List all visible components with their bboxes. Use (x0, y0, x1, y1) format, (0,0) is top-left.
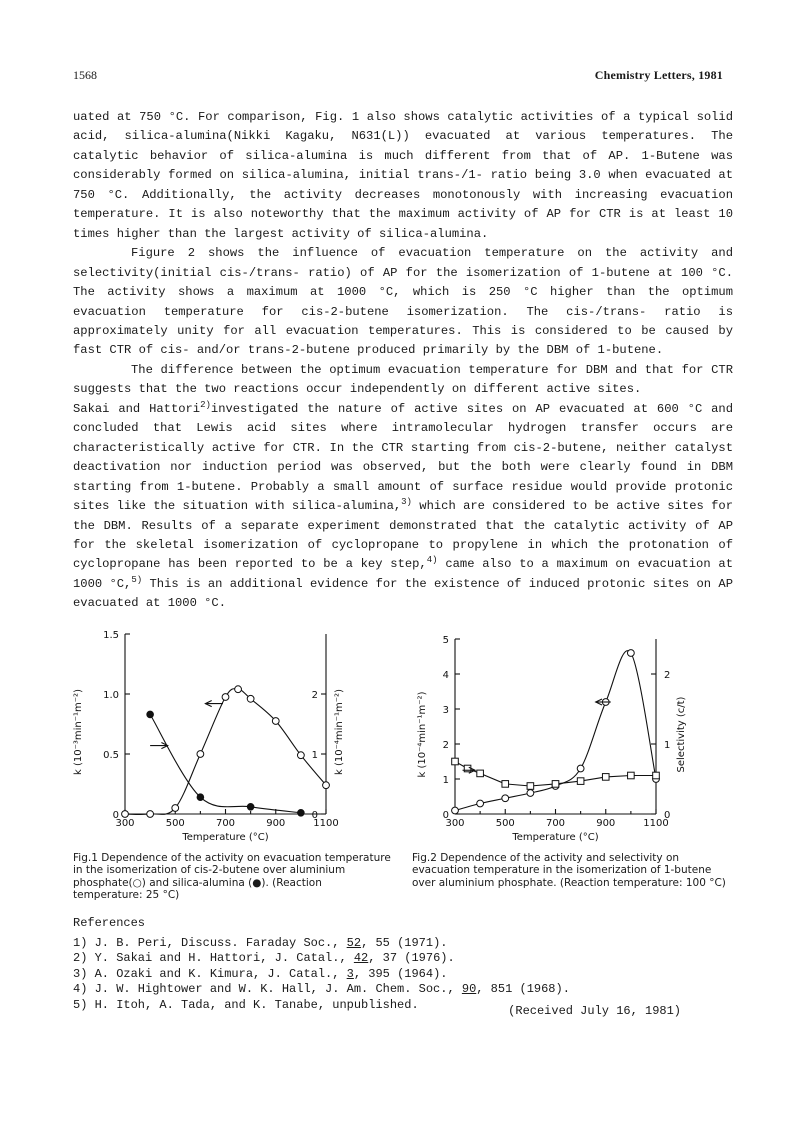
series-2-point (527, 783, 534, 790)
series-1-point (502, 795, 509, 802)
reference-item: 2) Y. Sakai and H. Hattori, J. Catal., 42, 37 (1976). (73, 951, 455, 965)
x-tick-label: 900 (266, 818, 286, 829)
figure-2-caption: Fig.2 Dependence of the activity and selectivity on evacuation temperature in the isomerization of 1-butene over aluminium phosphate. (Reaction temperature: 100 °C) (412, 852, 726, 889)
series-1-point (527, 790, 534, 797)
y-tick-label: 1.0 (103, 690, 119, 701)
paragraph-3: The difference between the optimum evacuation temperature for DBM and that for CTR suggests that the two reactions occur independently on different active sites. (73, 362, 733, 397)
journal-header: Chemistry Letters, 1981 (594, 68, 723, 82)
paragraph-2: Figure 2 shows the influence of evacuation temperature on the activity and selectivity(initial cis-/trans- ratio) of AP for the isomerization of 1-butene at 100 °C. The activity shows a maximum at 1000 °C, which is 250 °C higher than the optimum evacuation temperature for cis-2-butene isomerization. The cis-/trans- ratio is approximately unity for all evacuation temperatures. This is considered to be caused by fast CTR of cis- and/or trans-2-butene produced primarily by the DBM of 1-butene. (73, 246, 733, 358)
ref-2-citation: 2) (200, 399, 211, 410)
figure-2 (400, 624, 700, 854)
series-2-point (247, 804, 254, 811)
received-date: (Received July 16, 1981) (508, 1004, 681, 1018)
series-2-point (298, 810, 305, 817)
series-2-point (147, 711, 154, 718)
series-2-point (602, 774, 609, 781)
y2-axis-label: Selectivity (c/t) (676, 696, 687, 773)
series-1-point (197, 751, 204, 758)
x-tick-label: 500 (495, 818, 515, 829)
reference-item: 5) H. Itoh, A. Tada, and K. Tanabe, unpublished. (73, 997, 419, 1012)
y-tick-label: 4 (442, 670, 449, 681)
figure-1-caption: Fig.1 Dependence of the activity on evacuation temperature in the isomerization of cis-2-butene over aluminium phosphate(○) and silica-alumina (●). (Reaction temperature: 25 °C) (73, 852, 391, 902)
series-2-point (464, 765, 471, 772)
y-tick-label: 1.5 (103, 630, 119, 641)
x-tick-label: 1100 (313, 818, 339, 829)
series-1-point (452, 807, 459, 814)
x-tick-label: 700 (545, 818, 566, 829)
y-tick-label: 5 (442, 635, 449, 646)
figure-1-chart (60, 624, 360, 849)
y2-tick-label: 2 (311, 690, 318, 701)
x-axis-label: Temperature (°C) (512, 832, 599, 843)
ref-4-citation: 4) (426, 555, 438, 566)
y-axis-label: k (10⁻³min⁻¹m⁻²) (73, 689, 84, 775)
y2-tick-label: 1 (664, 740, 671, 751)
y-tick-label: 3 (442, 705, 449, 716)
p4-text-e: This is an additional evidence for the existence of induced protonic sites on AP evacuated at 1000 °C. (73, 576, 733, 611)
x-axis-label: Temperature (°C) (182, 832, 269, 843)
series-2-point (628, 772, 635, 779)
x-tick-label: 500 (165, 818, 185, 829)
y-axis-label: k (10⁻⁴min⁻¹m⁻²) (417, 691, 428, 778)
x-tick-label: 300 (115, 818, 135, 829)
y-tick-label: 1 (442, 775, 449, 786)
references-list (73, 936, 570, 1014)
y2-tick-label: 0 (664, 810, 671, 821)
figure-1 (60, 624, 360, 854)
series-2-point (502, 781, 509, 788)
y2-tick-label: 1 (311, 750, 318, 761)
ref-3-citation: 3) (401, 497, 412, 508)
series-2-point (477, 770, 484, 777)
series-1-point (297, 752, 304, 759)
references-heading: References (73, 916, 146, 930)
y2-tick-label: 2 (664, 670, 671, 681)
paragraph-4 (73, 400, 733, 614)
references (73, 916, 570, 1013)
paragraph-1: uated at 750 °C. For comparison, Fig. 1 also shows catalytic activities of a typical solid acid, silica-alumina(Nikki Kagaku, N631(L)) evacuated at various temperatures. The catalytic behavior of silica-alumina is much different from that of AP. 1-Butene was considerably formed on silica-alumina, initial trans-/1- ratio being 3.0 when evacuated at 750 °C. Additionally, the activity decreases monotonously with increasing evacuation temperature. It is also noteworthy that the maximum activity of AP for CTR is at least 10 times higher than the largest activity of silica-alumina. (73, 110, 733, 241)
series-1-point (627, 650, 634, 657)
series-1-point (323, 782, 330, 789)
y-tick-label: 0.5 (103, 750, 119, 761)
series-2-point (653, 772, 660, 779)
series-1-line (125, 689, 326, 815)
reference-item: 1) J. B. Peri, Discuss. Faraday Soc., 52, 55 (1971). (73, 935, 448, 950)
reference-item: 4) J. W. Hightower and W. K. Hall, J. Am. Chem. Soc., 90, 851 (1968). (73, 982, 570, 996)
p4-text-c: which are considered to be active sites for the DBM. Results of a separate experiment demonstrated that the catalytic activity of AP for the skeletal isomerization of cyclopropane to propylene in which the protonation of cyclopropane has been reported to be a key step, (73, 499, 733, 572)
series-2-line (150, 714, 301, 812)
x-tick-label: 300 (445, 818, 465, 829)
reference-item: 3) A. Ozaki and K. Kimura, J. Catal., 3, 395 (1964). (73, 966, 448, 981)
y2-tick-label: 0 (311, 810, 318, 821)
series-1-point (222, 694, 229, 701)
figure-2-chart (400, 624, 700, 849)
body-text (73, 108, 733, 614)
series-1-point (272, 718, 279, 725)
series-2-point (452, 758, 459, 765)
series-1-point (477, 800, 484, 807)
x-tick-label: 1100 (643, 818, 669, 829)
page-number: 1568 (73, 68, 97, 82)
x-tick-label: 900 (596, 818, 616, 829)
p4-text-a: Sakai and Hattori (73, 401, 201, 416)
ref-5-citation: 5) (131, 574, 143, 585)
y-tick-label: 0 (112, 810, 119, 821)
series-1-point (235, 686, 242, 693)
series-1-point (122, 811, 129, 818)
series-2-point (552, 781, 559, 788)
series-1-point (147, 811, 154, 818)
p4-text-b: investigated the nature of active sites on AP evacuated at 600 °C and concluded that Lewis acid sites where intramolecular hydrogen transfer occurs are characteristically active for CTR. In the CTR starting from cis-2-butene, neither catalyst deactivation nor induction period was observed, but the both were clearly found in DBM starting from 1-butene. Probably a small amount of surface residue would provide protonic sites like the situation with silica-alumina, (73, 401, 733, 514)
y-tick-label: 2 (442, 740, 449, 751)
y2-axis-label: k (10⁻⁴min⁻¹m⁻²) (334, 689, 345, 775)
p4-text-d: came also to a maximum on evacuation at 1000 °C, (73, 557, 733, 591)
series-1-point (172, 805, 179, 812)
series-1-point (247, 695, 254, 702)
series-2-point (577, 778, 584, 785)
x-tick-label: 700 (215, 818, 236, 829)
series-2-point (197, 794, 204, 801)
y-tick-label: 0 (442, 810, 449, 821)
series-1-point (577, 765, 584, 772)
